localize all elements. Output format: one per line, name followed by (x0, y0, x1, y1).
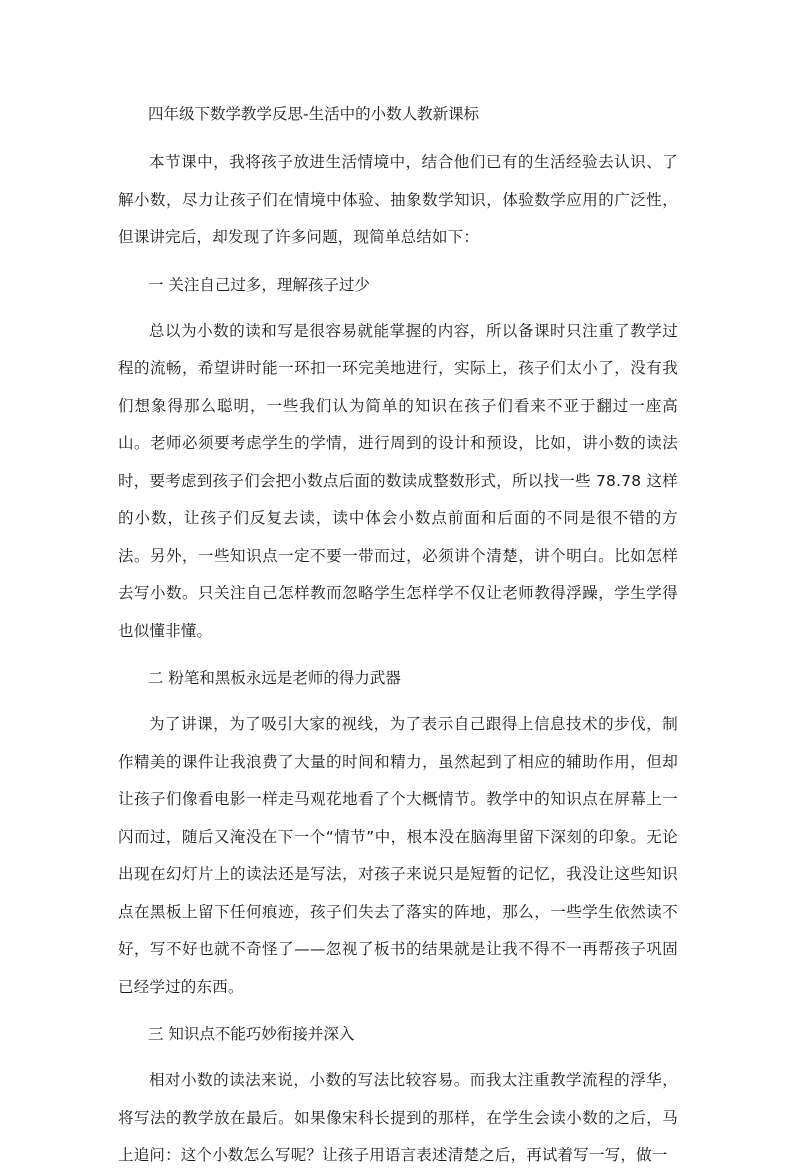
section-1-body: 总以为小数的读和写是很容易就能掌握的内容，所以备课时只注重了教学过程的流畅，希望讲时能一环扣一环完美地进行，实际上，孩子们太小了，没有我们想象得那么聪明，一些我们认为简单的知识在孩子们看来不亚于翻过一座高山。老师必须要考虑学生的学情，进行周到的设计和预设，比如，讲小数的读法时，要考虑到孩子们会把小数点后面的数读成整数形式，所以找一些 78.78 这样的小数，让孩子们反复去读，读中体会小数点前面和后面的不同是很不错的方法。另外，一些知识点一定不要一带而过，必须讲个清楚，讲个明白。比如怎样去写小数。只关注自己怎样教而忽略学生怎样学不仅让老师教得浮躁，学生学得也似懂非懂。 (118, 321, 678, 640)
intro-paragraph: 本节课中，我将孩子放进生活情境中，结合他们已有的生活经验去认识、了解小数，尽力让孩子们在情境中体验、抽象数学知识，体验数学应用的广泛性，但课讲完后，却发现了许多问题，现简单总结如下： (118, 153, 678, 246)
section-2-heading: 二 粉笔和黑板永远是老师的得力武器 (148, 669, 401, 687)
section-1-heading: 一 关注自己过多，理解孩子过少 (148, 275, 370, 294)
document-page (118, 94, 678, 1175)
document-title: 四年级下数学教学反思-生活中的小数人教新课标 (148, 105, 480, 123)
section-2-body: 为了讲课，为了吸引大家的视线，为了表示自己跟得上信息技术的步伐，制作精美的课件让我浪费了大量的时间和精力，虽然起到了相应的辅助作用，但却让孩子们像看电影一样走马观花地看了个大概情节。教学中的知识点在屏幕上一闪而过，随后又淹没在下一个“情节”中，根本没在脑海里留下深刻的印象。无论出现在幻灯片上的读法还是写法，对孩子来说只是短暂的记忆，我没让这些知识点在黑板上留下任何痕迹，孩子们失去了落实的阵地，那么，一些学生依然读不好，写不好也就不奇怪了——忽视了板书的结果就是让我不得不一再帮孩子巩固已经学过的东西。 (118, 715, 678, 996)
section-3-heading: 三 知识点不能巧妙衔接并深入 (148, 1025, 355, 1043)
section-3-body: 相对小数的读法来说，小数的写法比较容易。而我太注重教学流程的浮华，将写法的教学放在最后。如果像宋科长提到的那样，在学生会读小数的之后，马上追问：这个小数怎么写呢？让孩子用语言表述清楚之后，再试着写一写，做一 (118, 1071, 678, 1164)
